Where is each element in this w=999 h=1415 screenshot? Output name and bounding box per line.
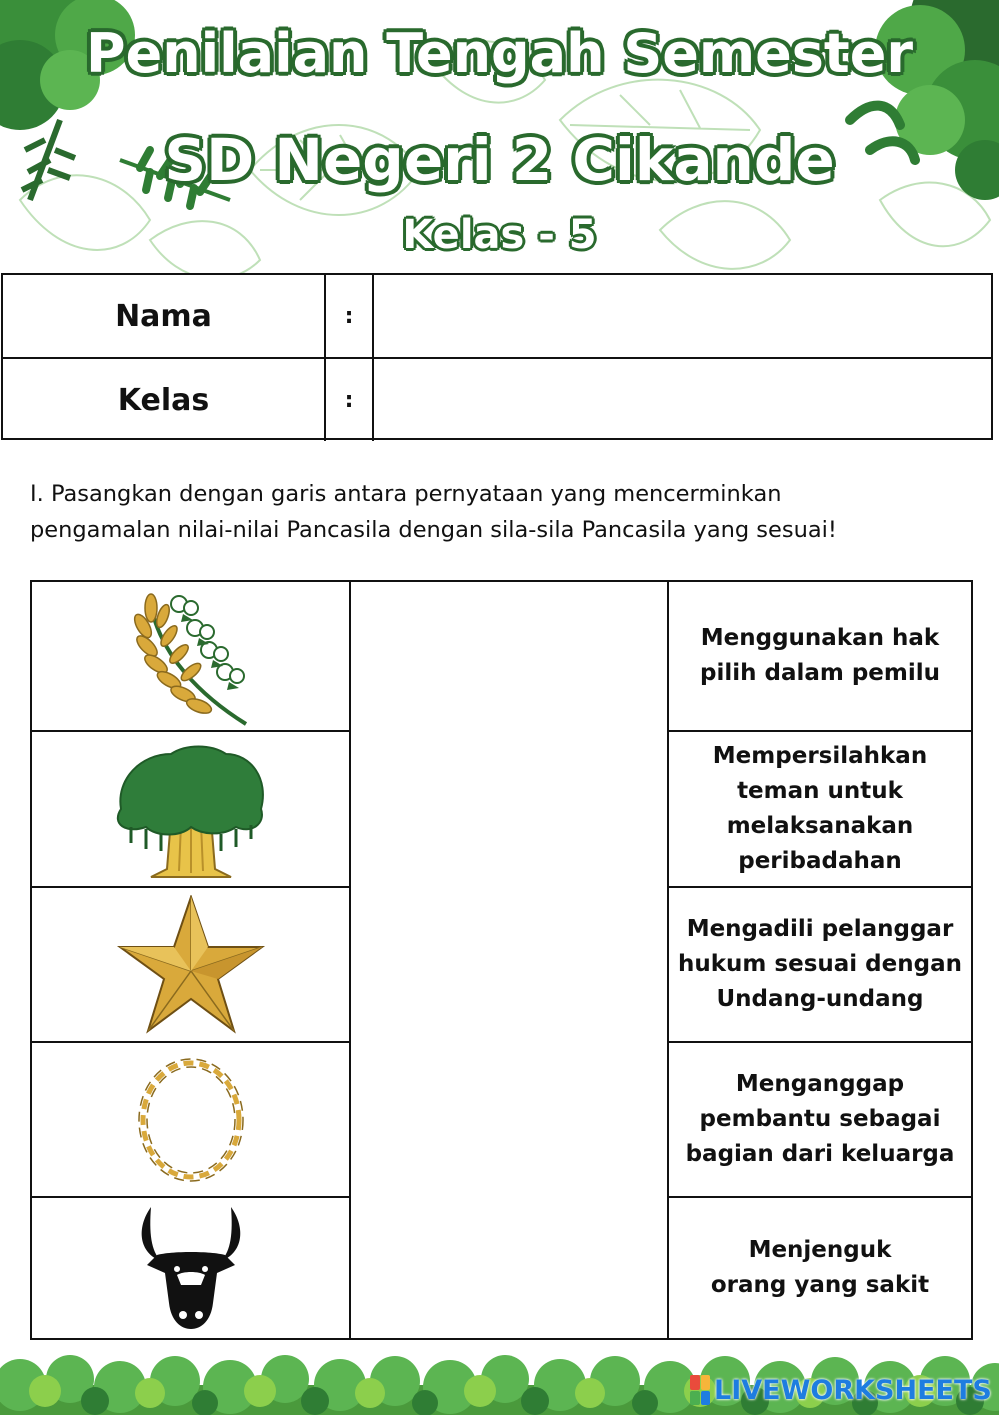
statement-cell-2[interactable] [669, 732, 971, 886]
statement-text-3 [678, 912, 962, 1017]
statement-line: pilih dalam pemilu [699, 660, 941, 686]
symbol-cell-2[interactable] [32, 732, 349, 886]
matching-table [30, 580, 973, 1340]
statement-text-4 [686, 1067, 955, 1172]
symbol-cell-1[interactable] [32, 582, 349, 730]
name-row [3, 275, 991, 359]
liveworksheets-badge-icon [690, 1375, 710, 1405]
statement-text-5 [711, 1233, 929, 1303]
rice-cotton-icon [121, 586, 261, 726]
statement-cell-5[interactable] [669, 1198, 971, 1338]
symbol-cell-5[interactable] [32, 1198, 349, 1338]
symbol-cell-4[interactable] [32, 1043, 349, 1196]
bull-head-icon [131, 1203, 251, 1333]
instruction-line-1: I. Pasangkan dengan garis antara pernyataan yang mencerminkan [30, 481, 782, 507]
class-label: Kelas [3, 359, 326, 441]
instruction-line-2: pengamalan nilai-nilai Pancasila dengan sila-sila Pancasila yang sesuai! [30, 517, 837, 543]
name-label: Nama [3, 275, 326, 357]
instruction-text [30, 476, 970, 548]
statement-cell-3[interactable] [669, 888, 971, 1041]
liveworksheets-logo[interactable] [690, 1372, 992, 1408]
statement-cell-1[interactable] [669, 582, 971, 730]
class-colon: : [326, 359, 374, 441]
liveworksheets-brand: LIVEWORKSHEETS [714, 1374, 992, 1406]
symbol-cell-3[interactable] [32, 888, 349, 1041]
statement-line: Mempersilahkan [712, 743, 928, 769]
statement-line: orang yang sakit [710, 1272, 930, 1298]
statement-line: Menganggap [735, 1071, 905, 1097]
banyan-tree-icon [111, 739, 271, 879]
statement-text-2 [713, 739, 927, 879]
column-divider [349, 582, 351, 1338]
statement-line: Mengadili pelanggar [686, 916, 954, 942]
statement-line: Undang-undang [716, 986, 924, 1012]
statement-line: Menggunakan hak [700, 625, 940, 651]
student-identity-table [1, 273, 993, 440]
statement-line: melaksanakan [726, 813, 914, 839]
star-icon [116, 895, 266, 1035]
statement-line: hukum sesuai dengan [678, 951, 962, 977]
statement-line: peribadahan [738, 848, 902, 874]
grade-label: Kelas - 5 [402, 212, 597, 258]
name-field[interactable] [374, 275, 991, 357]
statement-cell-4[interactable] [669, 1043, 971, 1196]
statement-line: pembantu sebagai [699, 1106, 941, 1132]
statement-line: teman untuk [737, 778, 903, 804]
statement-line: bagian dari keluarga [685, 1141, 955, 1167]
page-title: Penilaian Tengah Semester [86, 22, 913, 85]
name-colon: : [326, 275, 374, 357]
statement-text-1 [700, 621, 940, 691]
chain-icon [131, 1055, 251, 1185]
school-name: SD Negeri 2 Cikande [164, 126, 835, 194]
class-row [3, 359, 991, 441]
statement-line: Menjenguk [748, 1237, 892, 1263]
class-field[interactable] [374, 359, 991, 441]
